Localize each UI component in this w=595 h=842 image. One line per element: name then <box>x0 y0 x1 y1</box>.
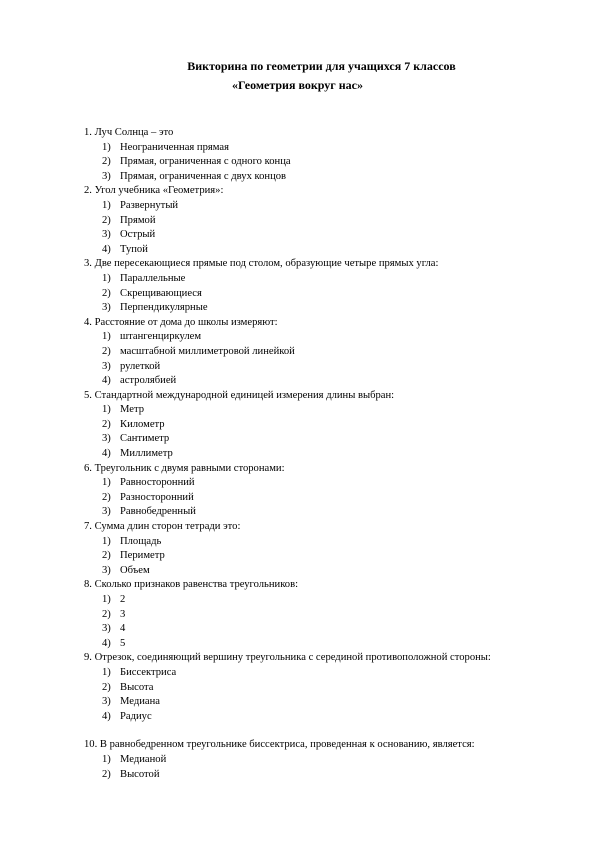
option-text: 2 <box>120 594 126 605</box>
question-number: 10. <box>84 739 98 751</box>
question-item <box>0 520 595 578</box>
answer-option <box>0 593 595 608</box>
question-item <box>0 389 595 462</box>
answer-option <box>0 214 595 229</box>
document-title: Викторина по геометрии для учащихся 7 классов <box>187 59 456 73</box>
option-number: 2) <box>102 418 111 430</box>
question-number: 3. <box>84 258 92 270</box>
answer-option <box>0 403 595 418</box>
answer-option <box>0 272 595 287</box>
option-number: 1) <box>102 199 111 211</box>
question-item <box>0 257 595 315</box>
option-text: Равнобедренный <box>120 506 196 518</box>
option-text: Миллиметр <box>120 448 173 460</box>
option-text: Тупой <box>120 243 148 255</box>
question-text <box>0 184 595 199</box>
question-item <box>0 651 595 724</box>
answer-option <box>0 637 595 652</box>
option-text: Скрещивающиеся <box>120 287 202 299</box>
question-text <box>0 462 595 477</box>
option-text: 4 <box>120 623 126 635</box>
option-number: 1) <box>102 535 111 547</box>
option-number: 3) <box>102 623 111 635</box>
option-text: Прямая, ограниченная с двух концов <box>120 170 287 182</box>
question-text <box>0 738 595 753</box>
option-number: 1) <box>102 666 111 678</box>
answer-option <box>0 476 595 491</box>
option-number: 2) <box>102 156 111 168</box>
answer-option <box>0 141 595 156</box>
option-number: 1) <box>102 753 111 765</box>
question-label: Луч Солнца – это <box>94 127 174 138</box>
option-number: 1) <box>102 404 111 416</box>
option-number: 4) <box>102 448 111 460</box>
question-number: 6. <box>84 462 92 474</box>
question-label: Отрезок, соединяющий вершину треугольника с серединой противоположной стороны: <box>94 652 491 664</box>
option-number: 2) <box>102 681 111 693</box>
option-text: Периметр <box>120 550 165 562</box>
answer-option <box>0 360 595 375</box>
option-number: 3) <box>102 229 111 241</box>
option-text: Площадь <box>120 535 162 547</box>
question-label: Стандартной международной единицей измерения длины выбран: <box>94 389 395 401</box>
question-text <box>0 651 595 666</box>
option-number: 1) <box>102 331 111 343</box>
option-text: Равносторонний <box>120 477 195 489</box>
option-text: Прямой <box>120 214 156 226</box>
question-item <box>0 462 595 520</box>
answer-option <box>0 345 595 360</box>
answer-option <box>0 622 595 637</box>
answer-option <box>0 155 595 170</box>
answer-option <box>0 710 595 725</box>
question-text <box>0 257 595 272</box>
question-list <box>0 126 595 782</box>
question-text <box>0 126 595 141</box>
option-number: 3) <box>102 506 111 518</box>
option-text: Параллельные <box>120 272 186 284</box>
answer-option <box>0 666 595 681</box>
answer-option <box>0 228 595 243</box>
option-text: рулеткой <box>120 360 161 372</box>
question-number: 5. <box>84 389 92 401</box>
option-text: Разносторонний <box>120 491 194 503</box>
option-text: штангенциркулем <box>120 331 202 343</box>
option-text: Перпендикулярные <box>120 302 208 314</box>
answer-option <box>0 170 595 185</box>
option-number: 3) <box>102 433 111 445</box>
question-item <box>0 184 595 257</box>
answer-option <box>0 505 595 520</box>
option-text: Медианой <box>120 753 167 765</box>
answer-option <box>0 418 595 433</box>
option-number: 3) <box>102 696 111 708</box>
question-label: Сумма длин сторон тетради это: <box>94 521 241 533</box>
question-label: Расстояние от дома до школы измеряют: <box>94 316 278 328</box>
question-text <box>0 578 595 593</box>
answer-option <box>0 491 595 506</box>
option-number: 3) <box>102 360 111 372</box>
option-text: 5 <box>120 637 126 649</box>
option-text: 3 <box>120 608 126 620</box>
question-item <box>0 578 595 651</box>
option-number: 3) <box>102 170 111 182</box>
question-item <box>0 126 595 184</box>
answer-option <box>0 535 595 550</box>
answer-option <box>0 243 595 258</box>
option-number: 4) <box>102 375 111 387</box>
question-label: Сколько признаков равенства треугольников: <box>94 579 299 591</box>
option-number: 2) <box>102 287 111 299</box>
option-number: 1) <box>102 477 111 489</box>
option-text: астролябией <box>120 375 177 387</box>
option-text: Метр <box>120 404 145 416</box>
question-number: 1. <box>84 127 92 138</box>
question-text <box>0 520 595 535</box>
question-text <box>0 389 595 404</box>
option-number: 2) <box>102 768 111 780</box>
answer-option <box>0 432 595 447</box>
option-number: 2) <box>102 608 111 620</box>
answer-option <box>0 564 595 579</box>
question-label: В равнобедренном треугольнике биссектриса, проведенная к основанию, является: <box>99 739 475 751</box>
option-number: 3) <box>102 302 111 314</box>
option-number: 4) <box>102 243 111 255</box>
option-number: 1) <box>102 594 111 605</box>
answer-option <box>0 608 595 623</box>
option-text: Высота <box>120 681 154 693</box>
option-number: 4) <box>102 710 111 722</box>
answer-option <box>0 695 595 710</box>
answer-option <box>0 199 595 214</box>
option-text: Километр <box>120 418 165 430</box>
question-number: 8. <box>84 579 92 591</box>
answer-option <box>0 681 595 696</box>
option-text: Радиус <box>120 710 152 722</box>
option-text: Острый <box>120 229 156 241</box>
option-number: 2) <box>102 214 111 226</box>
option-number: 2) <box>102 345 111 357</box>
question-label: Угол учебника «Геометрия»: <box>94 185 224 197</box>
question-item <box>0 738 595 782</box>
question-number: 4. <box>84 316 92 328</box>
option-text: Неограниченная прямая <box>120 141 229 153</box>
option-number: 1) <box>102 272 111 284</box>
document-subtitle: «Геометрия вокруг нас» <box>232 78 363 92</box>
question-number: 2. <box>84 185 92 197</box>
question-item <box>0 316 595 389</box>
option-text: масштабной миллиметровой линейкой <box>120 345 295 357</box>
answer-option <box>0 753 595 768</box>
option-number: 4) <box>102 637 111 649</box>
answer-option <box>0 447 595 462</box>
answer-option <box>0 374 595 389</box>
answer-option <box>0 287 595 302</box>
question-number: 9. <box>84 652 92 664</box>
question-number: 7. <box>84 521 92 533</box>
question-label: Две пересекающиеся прямые под столом, образующие четыре прямых угла: <box>94 258 439 270</box>
option-number: 1) <box>102 141 111 153</box>
option-text: Объем <box>120 564 150 576</box>
question-label: Треугольник с двумя равными сторонами: <box>94 462 285 474</box>
question-text <box>0 316 595 331</box>
answer-option <box>0 301 595 316</box>
option-number: 2) <box>102 550 111 562</box>
answer-option <box>0 768 595 783</box>
option-number: 3) <box>102 564 111 576</box>
option-text: Развернутый <box>120 199 179 211</box>
answer-option <box>0 549 595 564</box>
option-number: 2) <box>102 491 111 503</box>
answer-option <box>0 330 595 345</box>
option-text: Сантиметр <box>120 433 170 445</box>
option-text: Прямая, ограниченная с одного конца <box>120 156 291 168</box>
option-text: Медиана <box>120 696 160 708</box>
option-text: Биссектриса <box>120 666 177 678</box>
option-text: Высотой <box>120 768 160 780</box>
